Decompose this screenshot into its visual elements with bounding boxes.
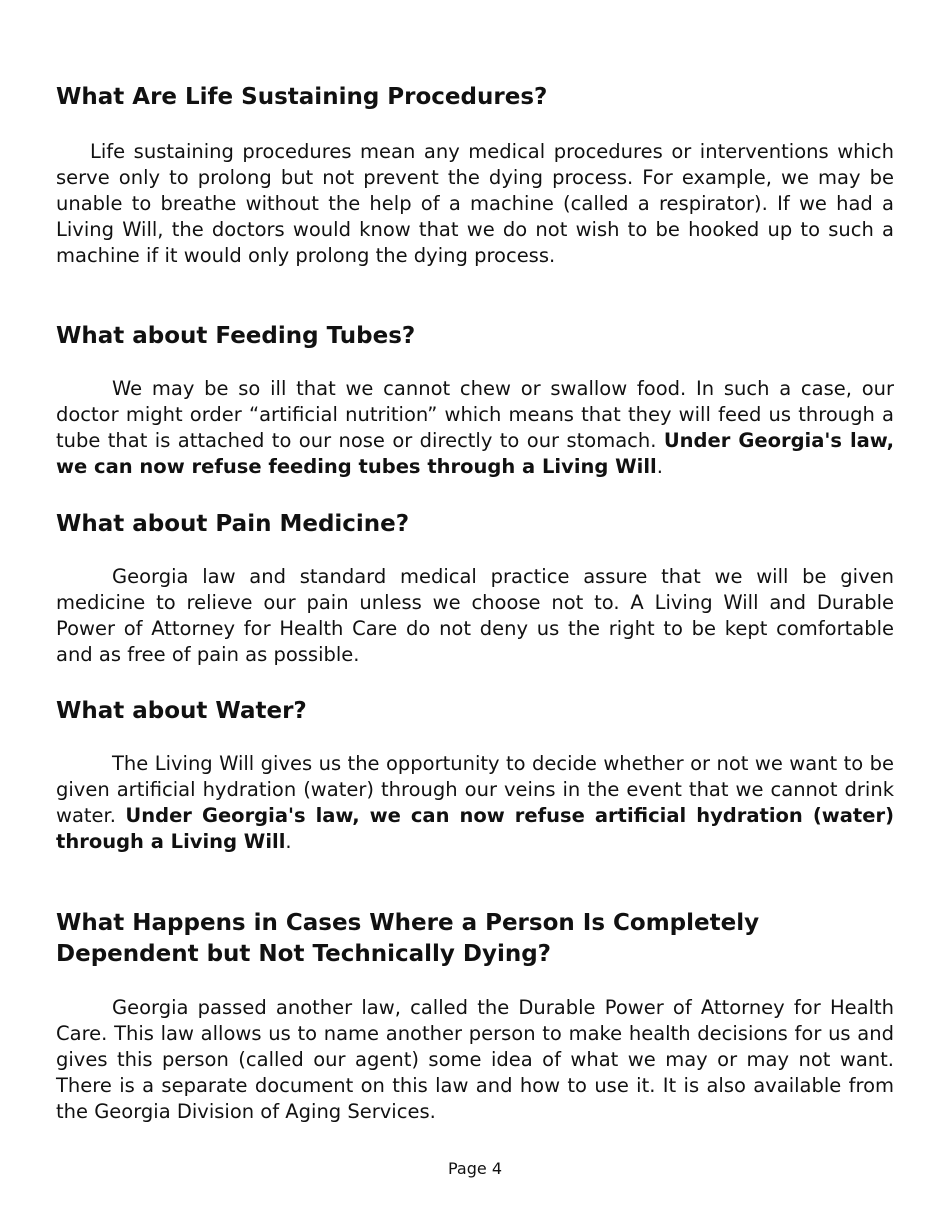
section-life-sustaining: [56, 82, 894, 269]
page-number: Page 4: [448, 1159, 502, 1178]
paragraph-tail: .: [656, 455, 663, 478]
paragraph-bold-text: Under Georgia's law, we can now refuse feeding tubes through a Living Will: [56, 429, 894, 478]
paragraph-tail: .: [285, 830, 292, 853]
section-heading: What about Pain Medicine?: [56, 511, 410, 537]
section-heading: What about Water?: [56, 698, 307, 724]
section-paragraph: [56, 376, 894, 480]
section-paragraph: [56, 139, 894, 269]
paragraph-text: Georgia passed another law, called the Durable Power of Attorney for Health Care. This law allows us to name another person to make health decisions for us and gives this person (called our agent) some idea of what we may or may not want. There is a separate document on this law and how to use it. It is also available from the Georgia Division of Aging Services.: [56, 996, 894, 1123]
section-paragraph: [56, 995, 894, 1125]
section-heading: What about Feeding Tubes?: [56, 323, 416, 349]
paragraph-bold-text: Under Georgia's law, we can now refuse artificial hydration (water) through a Living Will: [56, 804, 894, 853]
section-pain-medicine: [56, 509, 894, 668]
paragraph-text: The Living Will gives us the opportunity to decide whether or not we want to be given artificial hydration (water) through our veins in the event that we cannot drink water.: [56, 752, 894, 827]
section-heading: What Happens in Cases Where a Person Is Completely Dependent but Not Technically Dying?: [56, 910, 760, 967]
section-water: [56, 696, 894, 855]
paragraph-text: We may be so ill that we cannot chew or swallow food. In such a case, our doctor might order “artificial nutrition” which means that they will feed us through a tube that is attached to our nose or directly to our stomach.: [56, 377, 894, 452]
section-feeding-tubes: [56, 321, 894, 480]
section-completely-dependent: [56, 908, 894, 1125]
paragraph-text: Life sustaining procedures mean any medical procedures or interventions which serve only to prolong but not prevent the dying process. For example, we may be unable to breathe without the help of a machine (called a respirator). If we had a Living Will, the doctors would know that we do not wish to be hooked up to such a machine if it would only prolong the dying process.: [56, 140, 894, 267]
section-paragraph: [56, 564, 894, 668]
section-heading: What Are Life Sustaining Procedures?: [56, 84, 548, 110]
paragraph-text: Georgia law and standard medical practice assure that we will be given medicine to relieve our pain unless we choose not to. A Living Will and Durable Power of Attorney for Health Care do not deny us the right to be kept comfortable and as free of pain as possible.: [56, 565, 894, 666]
section-paragraph: [56, 751, 894, 855]
